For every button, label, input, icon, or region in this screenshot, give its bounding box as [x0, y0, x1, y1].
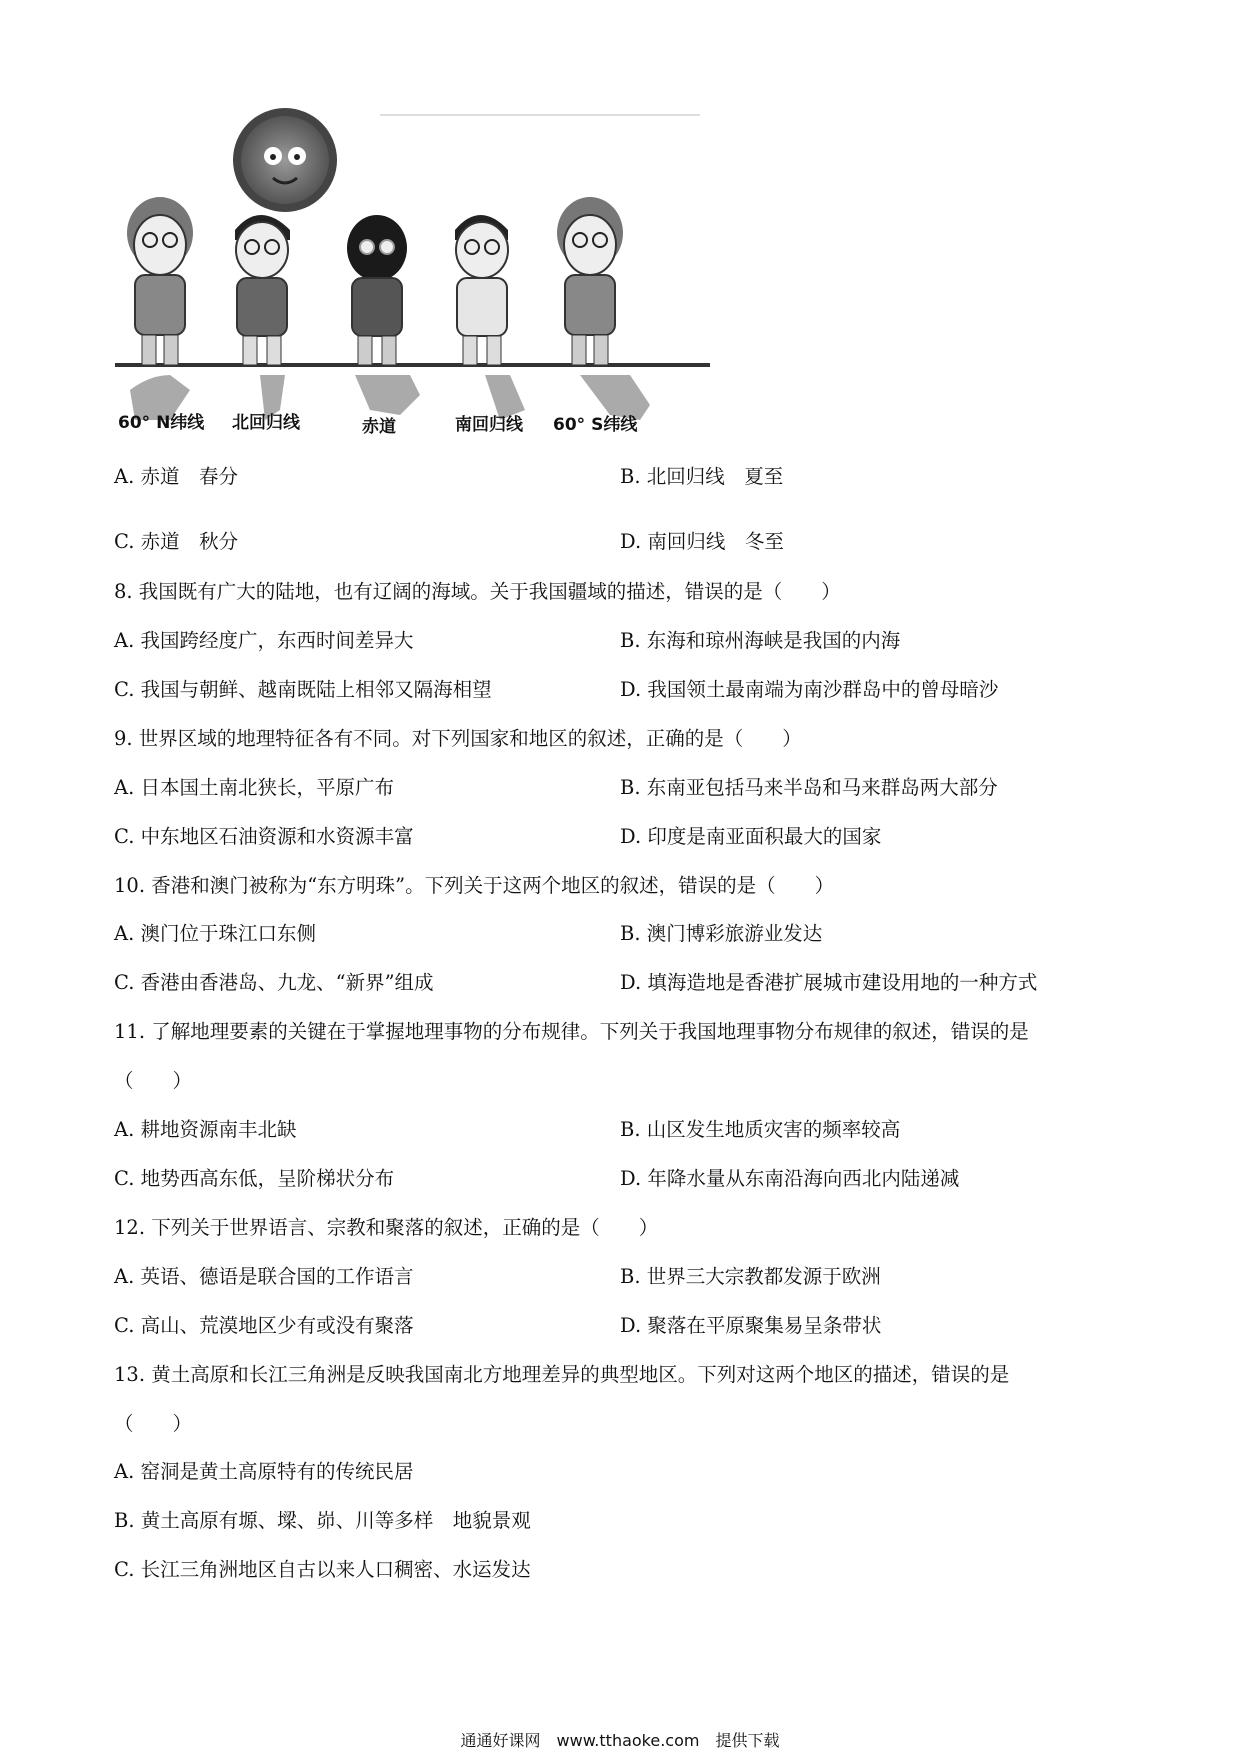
- label-60s: 60° S纬线: [553, 415, 638, 435]
- q8-stem: 8. 我国既有广大的陆地，也有辽阔的海域。关于我国疆域的描述，错误的是（ ）: [114, 580, 841, 603]
- sun-shadow-figure: [110, 90, 730, 445]
- q8-option-a: A. 我国跨经度广，东西时间差异大: [114, 629, 414, 652]
- q7-option-b: B. 北回归线 夏至: [620, 465, 784, 488]
- page-footer: 通通好课网 www.tthaoke.com 提供下载: [460, 1731, 780, 1750]
- q8-option-d: D. 我国领土最南端为南沙群岛中的曾母暗沙: [620, 678, 999, 701]
- q12-stem: 12. 下列关于世界语言、宗教和聚落的叙述，正确的是（ ）: [114, 1216, 659, 1239]
- q11-option-c: C. 地势西高东低，呈阶梯状分布: [114, 1167, 395, 1190]
- q10-stem: 10. 香港和澳门被称为“东方明珠”。下列关于这两个地区的叙述，错误的是（ ）: [114, 874, 835, 897]
- q12-option-c: C. 高山、荒漠地区少有或没有聚落: [114, 1314, 414, 1337]
- q7-option-d: D. 南回归线 冬至: [620, 530, 784, 553]
- q10-option-a: A. 澳门位于珠江口东侧: [114, 922, 316, 945]
- q8-option-b: B. 东海和琼州海峡是我国的内海: [620, 629, 901, 652]
- q13-option-c: C. 长江三角洲地区自古以来人口稠密、水运发达: [114, 1558, 531, 1581]
- q10-option-d: D. 填海造地是香港扩展城市建设用地的一种方式: [620, 971, 1038, 994]
- q7-option-a: A. 赤道 春分: [114, 465, 238, 488]
- q7-option-c: C. 赤道 秋分: [114, 530, 239, 553]
- q11-stem-paren: （ ）: [114, 1069, 193, 1092]
- person-equator: [347, 215, 420, 415]
- person-tropic-cancer: [235, 215, 290, 420]
- q13-stem-paren: （ ）: [114, 1412, 193, 1435]
- q11-stem: 11. 了解地理要素的关键在于掌握地理事物的分布规律。下列关于我国地理事物分布规律的叙述，错误的是: [114, 1020, 1029, 1043]
- person-60n: [127, 197, 193, 420]
- person-tropic-capricorn: [455, 215, 525, 420]
- q11-option-a: A. 耕地资源南丰北缺: [114, 1118, 297, 1141]
- q12-option-b: B. 世界三大宗教都发源于欧洲: [620, 1265, 881, 1288]
- q13-option-b: B. 黄土高原有塬、墚、峁、川等多样 地貌景观: [114, 1509, 531, 1532]
- q13-option-a: A. 窑洞是黄土高原特有的传统民居: [114, 1460, 414, 1483]
- label-60n: 60° N纬线: [118, 413, 205, 433]
- q11-option-b: B. 山区发生地质灾害的频率较高: [620, 1118, 901, 1141]
- q10-option-c: C. 香港由香港岛、九龙、“新界”组成: [114, 971, 434, 994]
- q9-option-d: D. 印度是南亚面积最大的国家: [620, 825, 882, 848]
- sun-icon: [233, 108, 337, 212]
- q9-option-b: B. 东南亚包括马来半岛和马来群岛两大部分: [620, 776, 998, 799]
- q13-stem: 13. 黄土高原和长江三角洲是反映我国南北方地理差异的典型地区。下列对这两个地区的描述，错误的是: [114, 1363, 1010, 1386]
- label-tropic-capricorn: 南回归线: [455, 415, 523, 435]
- person-60s: [557, 197, 650, 420]
- q12-option-d: D. 聚落在平原聚集易呈条带状: [620, 1314, 882, 1337]
- label-equator: 赤道: [362, 417, 396, 437]
- q8-option-c: C. 我国与朝鲜、越南既陆上相邻又隔海相望: [114, 678, 492, 701]
- q11-option-d: D. 年降水量从东南沿海向西北内陆递减: [620, 1167, 960, 1190]
- q9-option-c: C. 中东地区石油资源和水资源丰富: [114, 825, 414, 848]
- q12-option-a: A. 英语、德语是联合国的工作语言: [114, 1265, 414, 1288]
- q9-option-a: A. 日本国土南北狭长，平原广布: [114, 776, 394, 799]
- q10-option-b: B. 澳门博彩旅游业发达: [620, 922, 823, 945]
- label-tropic-cancer: 北回归线: [232, 413, 300, 433]
- q9-stem: 9. 世界区域的地理特征各有不同。对下列国家和地区的叙述，正确的是（ ）: [114, 727, 802, 750]
